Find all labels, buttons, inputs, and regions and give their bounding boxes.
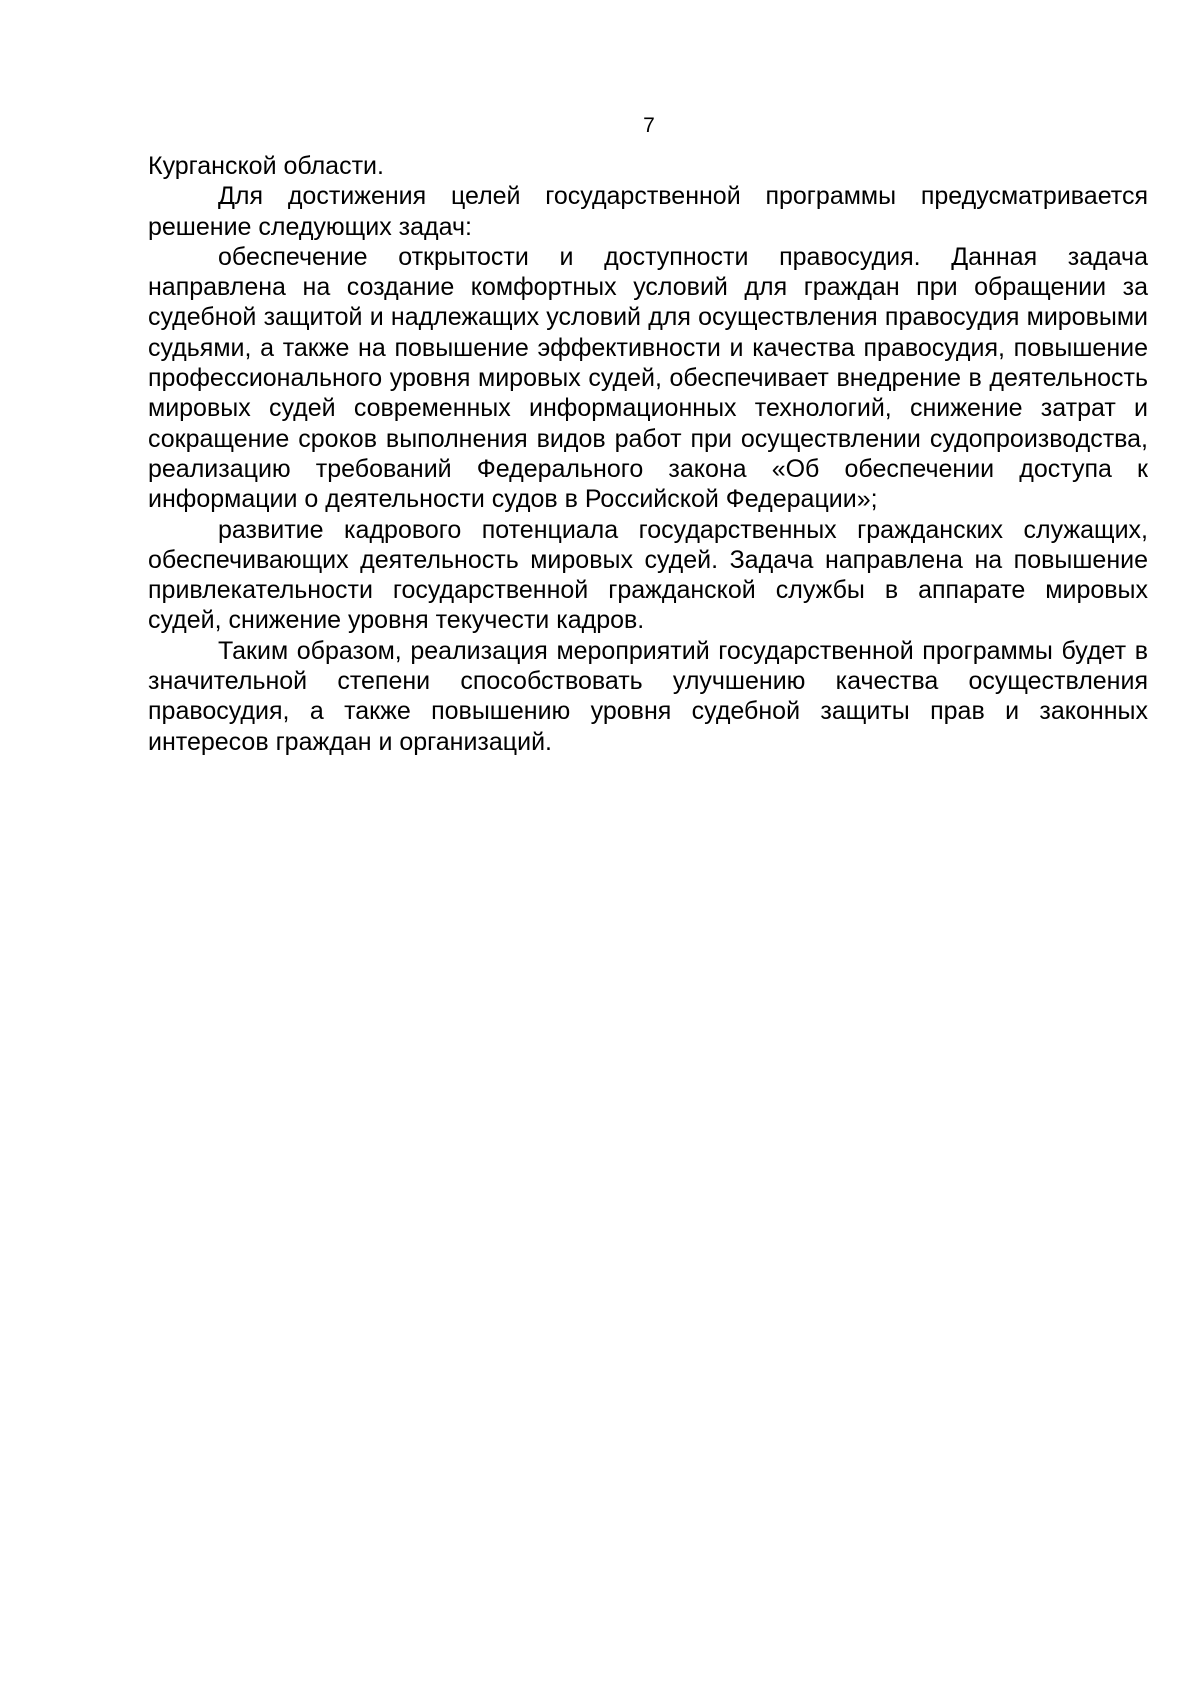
paragraph-tasks-intro: Для достижения целей государственной программы предусматривается решение следующих задач: xyxy=(148,182,1148,241)
page-number: 7 xyxy=(643,114,655,137)
paragraph-conclusion: Таким образом, реализация мероприятий государственной программы будет в значительной степени способствовать улучшению качества осуществления правосудия, а также повышению уровня судебной защиты прав и законных интересов граждан и организаций. xyxy=(148,636,1148,756)
paragraph-task-personnel: развитие кадрового потенциала государственных гражданских служащих, обеспечивающих деятельность мировых судей. Задача направлена на повышение привлекательности государственной гражданской службы в аппарате мировых судей, снижение уровня текучести кадров. xyxy=(148,515,1148,635)
paragraph-continuation: Курганской области. xyxy=(148,152,384,180)
paragraph-task-openness: обеспечение открытости и доступности правосудия. Данная задача направлена на создание комфортных условий для граждан при обращении за судебной защитой и надлежащих условий для осуществления правосудия мировыми судьями, а также на повышение эффективности и качества правосудия, повышение профессионального уровня мировых судей, обеспечивает внедрение в деятельность мировых судей современных информационных технологий, снижение затрат и сокращение сроков выполнения видов работ при осуществлении судопроизводства, реализацию требований Федерального закона «Об обеспечении доступа к информации о деятельности судов в Российской Федерации»; xyxy=(148,242,1148,514)
document-body xyxy=(148,151,1148,757)
